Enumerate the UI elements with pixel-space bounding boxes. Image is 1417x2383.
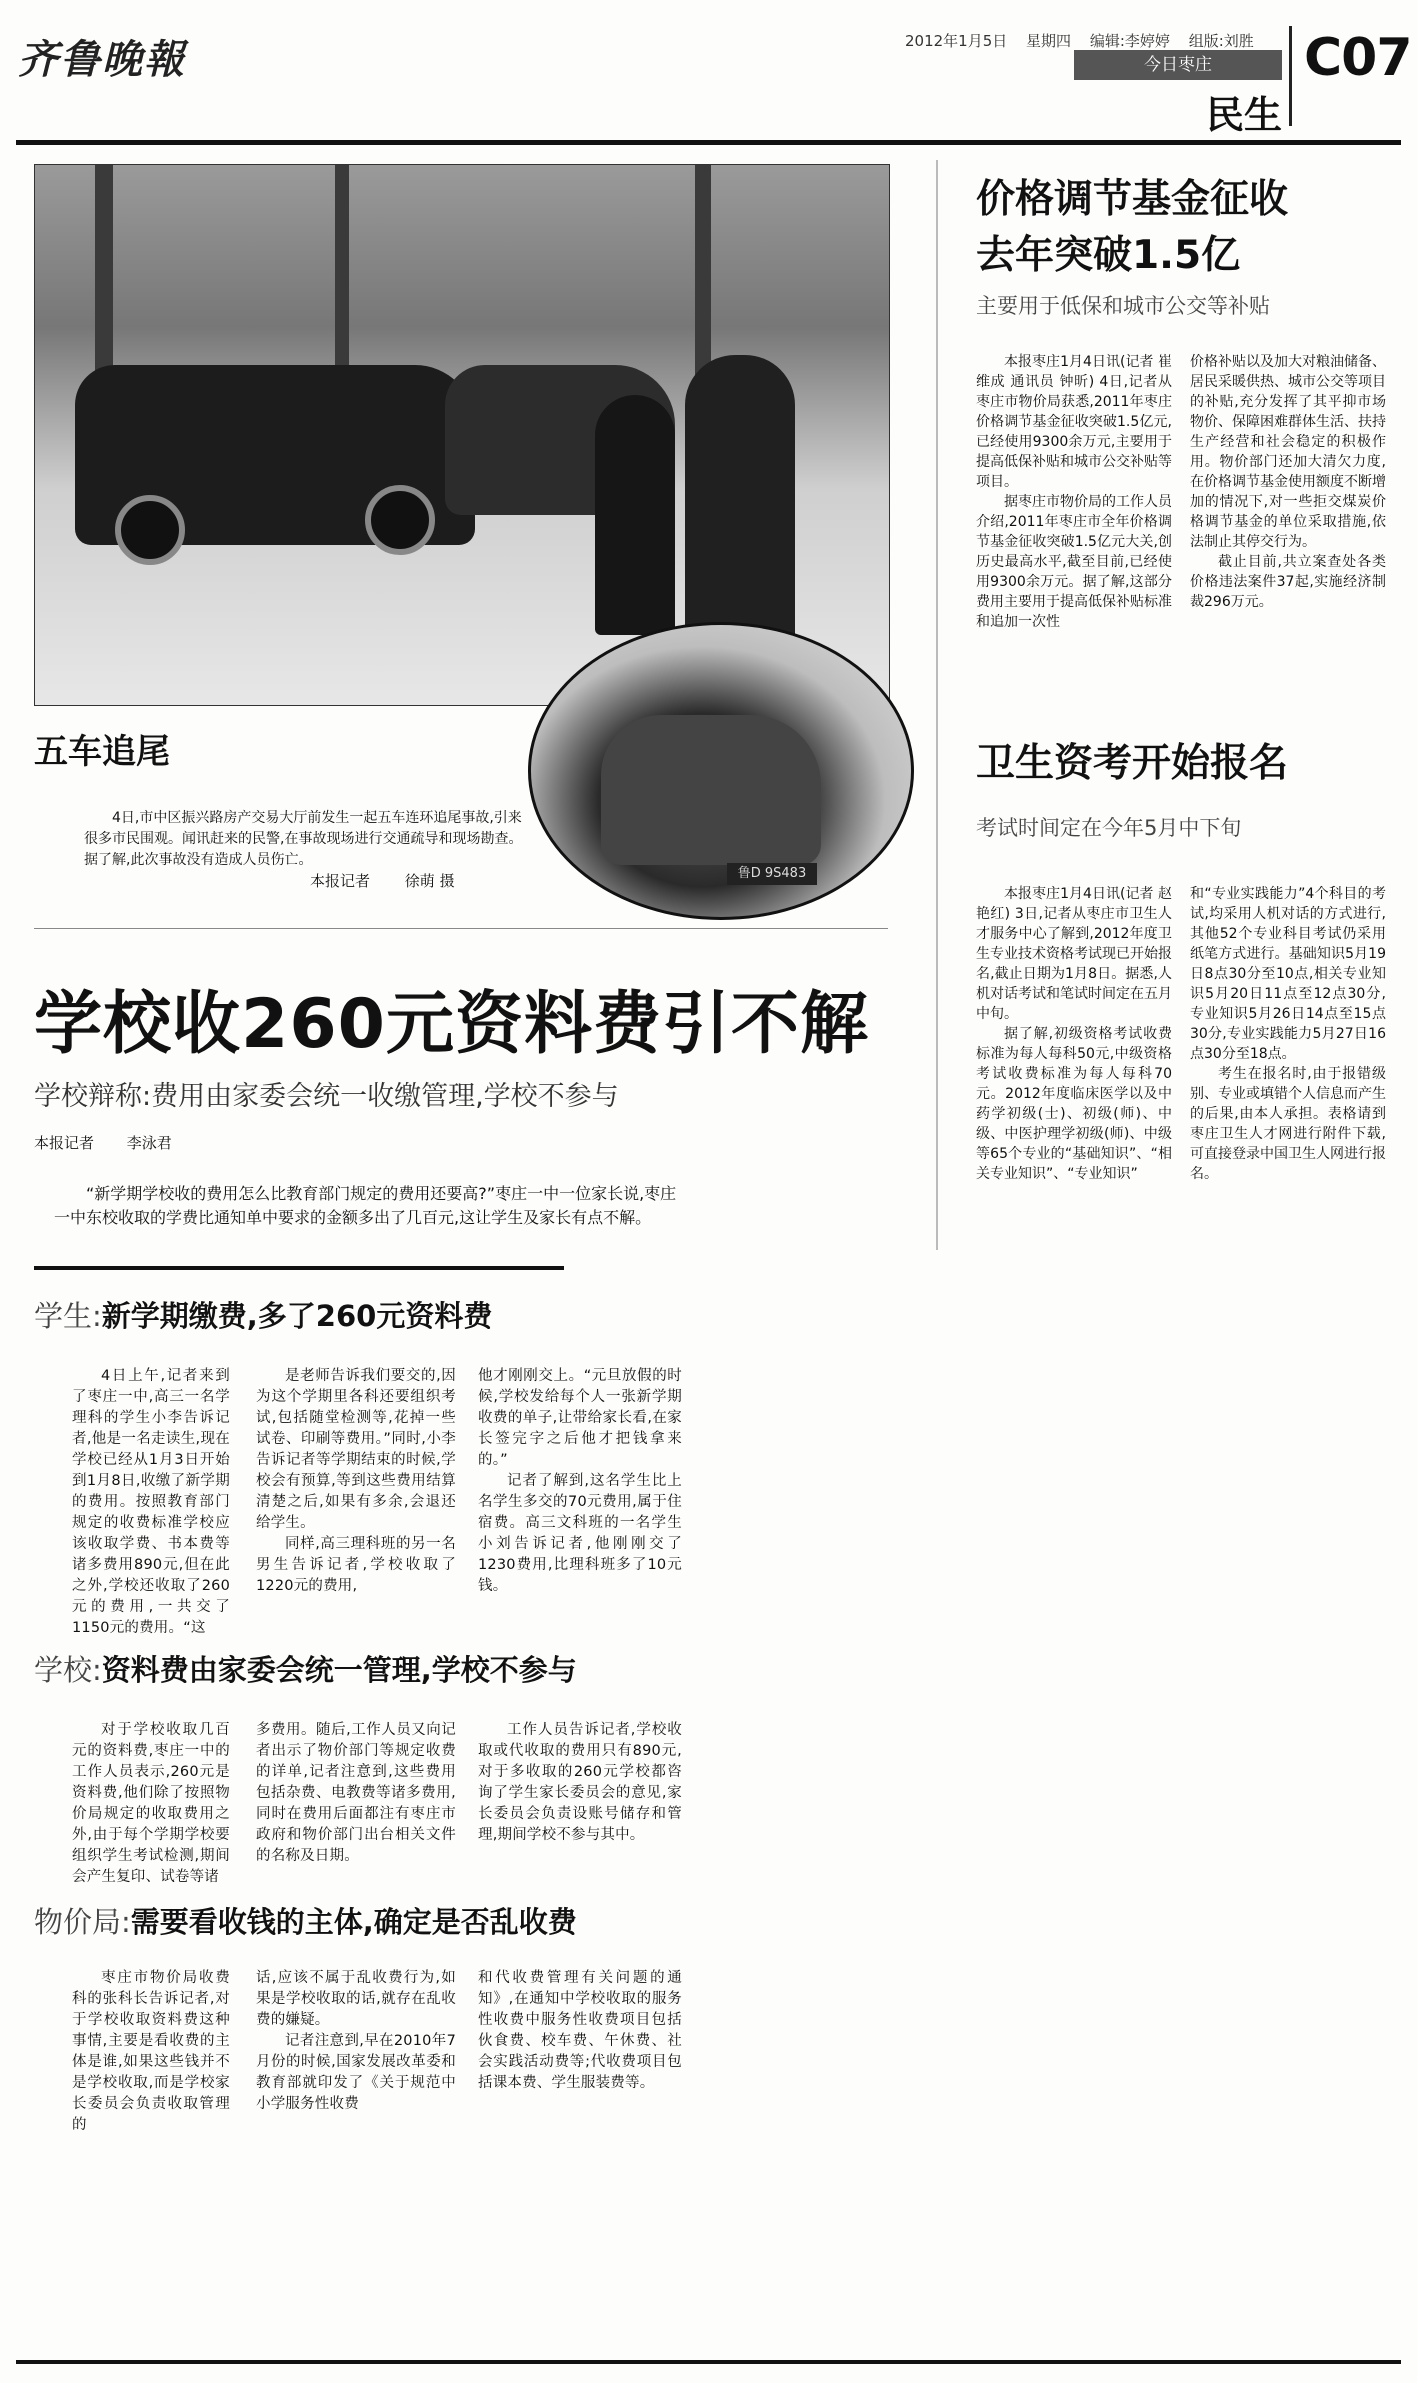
paragraph: 记者了解到,这名学生比上名学生多交的70元费用,属于住宿费。高三文科班的一名学生小刘告诉记者,他刚刚交了1230费用,比理科班多了10元钱。 — [478, 1473, 682, 1594]
paragraph: 据了解,初级资格考试收费标准为每人每科50元,中级资格考试收费标准为每人每科70元。2012年度临床医学以及中药学初级(士)、初级(师)、中级、中医护理学初级(师)、中级等65个专业的“基础知识”、“相关专业知识”、“专业知识” — [976, 1026, 1172, 1182]
article-column — [72, 1968, 230, 2136]
page-number: C07 — [1304, 28, 1412, 88]
right-article-column — [1190, 352, 1386, 612]
paragraph: 对于学校收取几百元的资料费,枣庄一中的工作人员表示,260元是资料费,他们除了按照物价局规定的收取费用之外,由于每个学期学校要组织学生考试检测,期间会产生复印、试卷等诸 — [72, 1722, 230, 1885]
article-column — [478, 1720, 682, 1846]
paragraph: 和代收费管理有关问题的通知》,在通知中学校收取的服务性收费中服务性收费项目包括伙食费、校车费、午休费、社会实践活动费等;代收费项目包括课本费、学生服装费等。 — [478, 1970, 682, 2091]
byline — [34, 1132, 200, 1153]
photo-credit-label: 本报记者 — [310, 872, 371, 890]
section-title: 需要看收钱的主体,确定是否乱收费 — [130, 1905, 577, 1939]
accident-inset-photo — [528, 622, 914, 920]
photo-caption: 4日,市中区振兴路房产交易大厅前发生一起五车连环追尾事故,引来很多市民围观。闻讯赶来的民警,在事故现场进行交通疏导和现场勘查。据了解,此次事故没有造成人员伤亡。 — [84, 810, 523, 868]
article-column — [256, 1366, 456, 1597]
section-heading — [34, 1294, 492, 1335]
paragraph: 本报枣庄1月4日讯(记者 赵艳红) 3日,记者从枣庄市卫生人才服务中心了解到,2012年度卫生专业技术资格考试现已开始报名,截止日期为1月8日。据悉,人机对话考试和笔试时间定在五月中旬。 — [976, 886, 1172, 1022]
section-name: 民生 — [1205, 93, 1282, 137]
photo-credit — [310, 870, 485, 891]
paragraph: 考生在报名时,由于报错级别、专业或填错个人信息而产生的后果,由本人承担。表格请到枣庄卫生人才网进行附件下载,可直接登录中国卫生人网进行报名。 — [1190, 1066, 1386, 1182]
right-headline-line2: 去年突破1.5亿 — [976, 233, 1241, 278]
article-column — [72, 1366, 230, 1639]
paragraph: 他才刚刚交上。“元旦放假的时候,学校发给每个人一张新学期收费的单子,让带给家长看,在家长签完字之后他才把钱拿来的。” — [478, 1368, 682, 1468]
paragraph: 截止目前,共立案查处各类价格违法案件37起,实施经济制裁296万元。 — [1190, 554, 1386, 610]
right-headline-line1: 价格调节基金征收 — [976, 177, 1289, 222]
section-heading — [34, 1900, 577, 1941]
paragraph: 多费用。随后,工作人员又向记者出示了物价部门等规定收费的详单,记者注意到,这些费用包括杂费、电教费等诸多费用,同时在费用后面都注有枣庄市政府和物价部门出台相关文件的名称及日期。 — [256, 1722, 456, 1864]
cyclist-silhouette — [685, 355, 795, 655]
pedestrian-silhouette — [595, 395, 675, 635]
right-subhead: 主要用于低保和城市公交等补贴 — [976, 294, 1270, 318]
paragraph: 和“专业实践能力”4个科目的考试,均采用人机对话的方式进行,其他52个专业科目考试仍采用纸笔方式进行。基础知识5月19日8点30分至10点,相关专业知识5月20日11点至12点30分,专业知识5月26日14点至15点30分,专业实践能力5月27日16点30分至18点。 — [1190, 886, 1386, 1062]
right-article-column — [1190, 884, 1386, 1184]
top-rule — [16, 140, 1401, 145]
section-title: 资料费由家委会统一管理,学校不参与 — [101, 1653, 577, 1687]
paragraph: 本报枣庄1月4日讯(记者 崔维成 通讯员 钟昕) 4日,记者从枣庄市物价局获悉,2011年枣庄价格调节基金征收突破1.5亿元,已经使用9300余万元,主要用于提高低保补贴和城市公交补贴等项目。 — [976, 354, 1172, 490]
layout-credit: 组版:刘胜 — [1188, 32, 1254, 50]
issue-date: 2012年1月5日 — [905, 32, 1008, 50]
article-column — [478, 1968, 682, 2094]
section-label: 学生: — [34, 1299, 102, 1333]
paragraph: 工作人员告诉记者,学校收取或代收取的费用只有890元,对于多收取的260元学校都咨询了学生家长委员会的意见,家长委员会负责设账号储存和管理,期间学校不参与其中。 — [478, 1722, 682, 1843]
issue-weekday: 星期四 — [1026, 32, 1072, 50]
section-heading — [34, 1648, 577, 1689]
right-subhead: 考试时间定在今年5月中下旬 — [976, 816, 1242, 840]
article-column — [478, 1366, 682, 1597]
paragraph: 记者注意到,早在2010年7月份的时候,国家发展改革委和教育部就印发了《关于规范中小学服务性收费 — [256, 2033, 456, 2112]
right-headline: 卫生资考开始报名 — [976, 741, 1289, 786]
column-divider — [936, 160, 938, 1250]
article-column — [256, 1968, 456, 2115]
article-column — [72, 1720, 230, 1888]
article-column — [256, 1720, 456, 1867]
paragraph: 枣庄市物价局收费科的张科长告诉记者,对于学校收取资料费这种事情,主要是看收费的主体是谁,如果这些钱并不是学校收取,而是学校家长委员会负责收取管理的 — [72, 1970, 230, 2133]
lead-rule — [34, 1266, 564, 1270]
paragraph: 同样,高三理科班的另一名男生告诉记者,学校收取了1220元的费用, — [256, 1536, 456, 1594]
section-bar: 今日枣庄 — [1074, 50, 1282, 80]
main-subhead: 学校辩称:费用由家委会统一收缴管理,学校不参与 — [34, 1081, 619, 1112]
byline-name: 李泳君 — [126, 1134, 172, 1152]
photo-credit-name: 徐萌 摄 — [404, 872, 455, 890]
paragraph: 话,应该不属于乱收费行为,如果是学校收取的话,就存在乱收费的嫌疑。 — [256, 1970, 456, 2028]
section-title: 新学期缴费,多了260元资料费 — [101, 1299, 493, 1333]
main-headline: 学校收260元资料费引不解 — [34, 985, 869, 1064]
lead-paragraph: “新学期学校收的费用怎么比教育部门规定的费用还要高?”枣庄一中一位家长说,枣庄一中东校收取的学费比通知单中要求的金额多出了几百元,这让学生及家长有点不解。 — [54, 1184, 677, 1227]
divider-rule — [34, 928, 888, 929]
bottom-rule — [16, 2360, 1401, 2364]
right-article-column — [976, 884, 1172, 1184]
paragraph: 4日上午,记者来到了枣庄一中,高三一名学理科的学生小李告诉记者,他是一名走读生,现在学校已经从1月3日开始到1月8日,收缴了新学期的费用。按照教育部门规定的收费标准学校应该收取学费、书本费等诸多费用890元,但在此之外,学校还收取了260元的费用,一共交了1150元的费用。“这 — [72, 1368, 230, 1636]
byline-label: 本报记者 — [34, 1134, 95, 1152]
license-plate: 鲁D 9S483 — [727, 863, 817, 885]
section-label: 学校: — [34, 1653, 102, 1687]
dateline — [905, 30, 1268, 51]
damaged-car — [601, 715, 821, 865]
masthead-divider — [1289, 26, 1292, 126]
paragraph: 据枣庄市物价局的工作人员介绍,2011年枣庄市全年价格调节基金征收突破1.5亿元大关,创历史最高水平,截至目前,已经使用9300余万元。据了解,这部分费用主要用于提高低保补贴标准和追加一次性 — [976, 494, 1172, 630]
section-label: 物价局: — [34, 1905, 131, 1939]
photo-title: 五车追尾 — [34, 732, 170, 772]
paragraph: 价格补贴以及加大对粮油储备、居民采暖供热、城市公交等项目的补贴,充分发挥了其平抑市场物价、保障困难群体生活、扶持生产经营和社会稳定的积极作用。物价部门还加大清欠力度,在价格调节基金使用额度不断增加的情况下,对一些拒交煤炭价格调节基金的单位采取措施,依法制止其停交行为。 — [1190, 354, 1386, 550]
paragraph: 是老师告诉我们要交的,因为这个学期里各科还要组织考试,包括随堂检测等,花掉一些试卷、印刷等费用。”同时,小李告诉记者等学期结束的时候,学校会有预算,等到这些费用结算清楚之后,如果有多余,会退还给学生。 — [256, 1368, 456, 1531]
editor-credit: 编辑:李婷婷 — [1089, 32, 1170, 50]
right-headline — [976, 172, 1288, 284]
right-article-column — [976, 352, 1172, 632]
newspaper-logo: 齐鲁晚報 — [18, 36, 186, 83]
